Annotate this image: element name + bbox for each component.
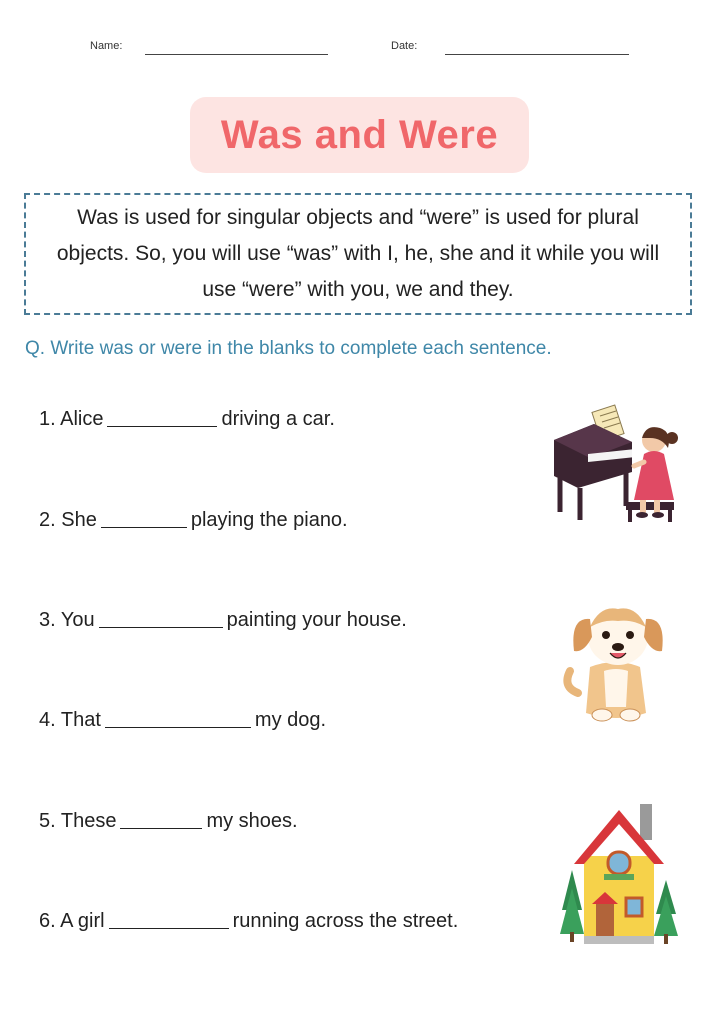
answer-blank[interactable]	[101, 509, 187, 528]
puppy-illustration	[560, 597, 675, 725]
rule-text: Was is used for singular objects and “were” is used for plural objects. So, you will use “was” with I, he, she and it while you will use “were” with you, we and they.	[56, 206, 660, 301]
answer-blank[interactable]	[105, 709, 251, 728]
piano-girl-illustration	[550, 402, 690, 526]
header-row	[0, 38, 720, 60]
sentence-3	[39, 609, 407, 632]
sentence-6	[39, 910, 458, 933]
sentence-end: my dog.	[254, 709, 327, 731]
date-field[interactable]	[445, 54, 629, 55]
answer-blank[interactable]	[120, 810, 202, 829]
sentence-end: painting your house.	[226, 609, 407, 631]
sentence-5	[39, 810, 298, 833]
sentence-start: 4. That	[39, 709, 101, 731]
question-instruction: Q. Write was or were in the blanks to complete each sentence.	[25, 338, 552, 359]
sentence-1	[39, 408, 335, 431]
sentence-start: 5. These	[39, 810, 117, 832]
sentence-end: playing the piano.	[190, 509, 348, 531]
date-label: Date:	[391, 40, 418, 52]
sentence-start: 3. You	[39, 609, 95, 631]
sentence-2	[39, 509, 348, 532]
sentence-start: 6. A girl	[39, 910, 105, 932]
sentence-end: driving a car.	[221, 408, 335, 430]
name-field[interactable]	[145, 54, 328, 55]
rule-box	[24, 193, 692, 315]
sentence-end: running across the street.	[232, 910, 459, 932]
answer-blank[interactable]	[99, 609, 223, 628]
answer-blank[interactable]	[109, 910, 229, 929]
sentence-start: 1. Alice	[39, 408, 104, 430]
house-illustration	[560, 800, 678, 946]
answer-blank[interactable]	[107, 408, 217, 427]
title-banner	[190, 97, 529, 173]
name-label: Name:	[90, 40, 123, 52]
sentence-end: my shoes.	[206, 810, 298, 832]
page-title: Was and Were	[220, 112, 499, 157]
sentence-4	[39, 709, 326, 732]
sentence-start: 2. She	[39, 509, 97, 531]
